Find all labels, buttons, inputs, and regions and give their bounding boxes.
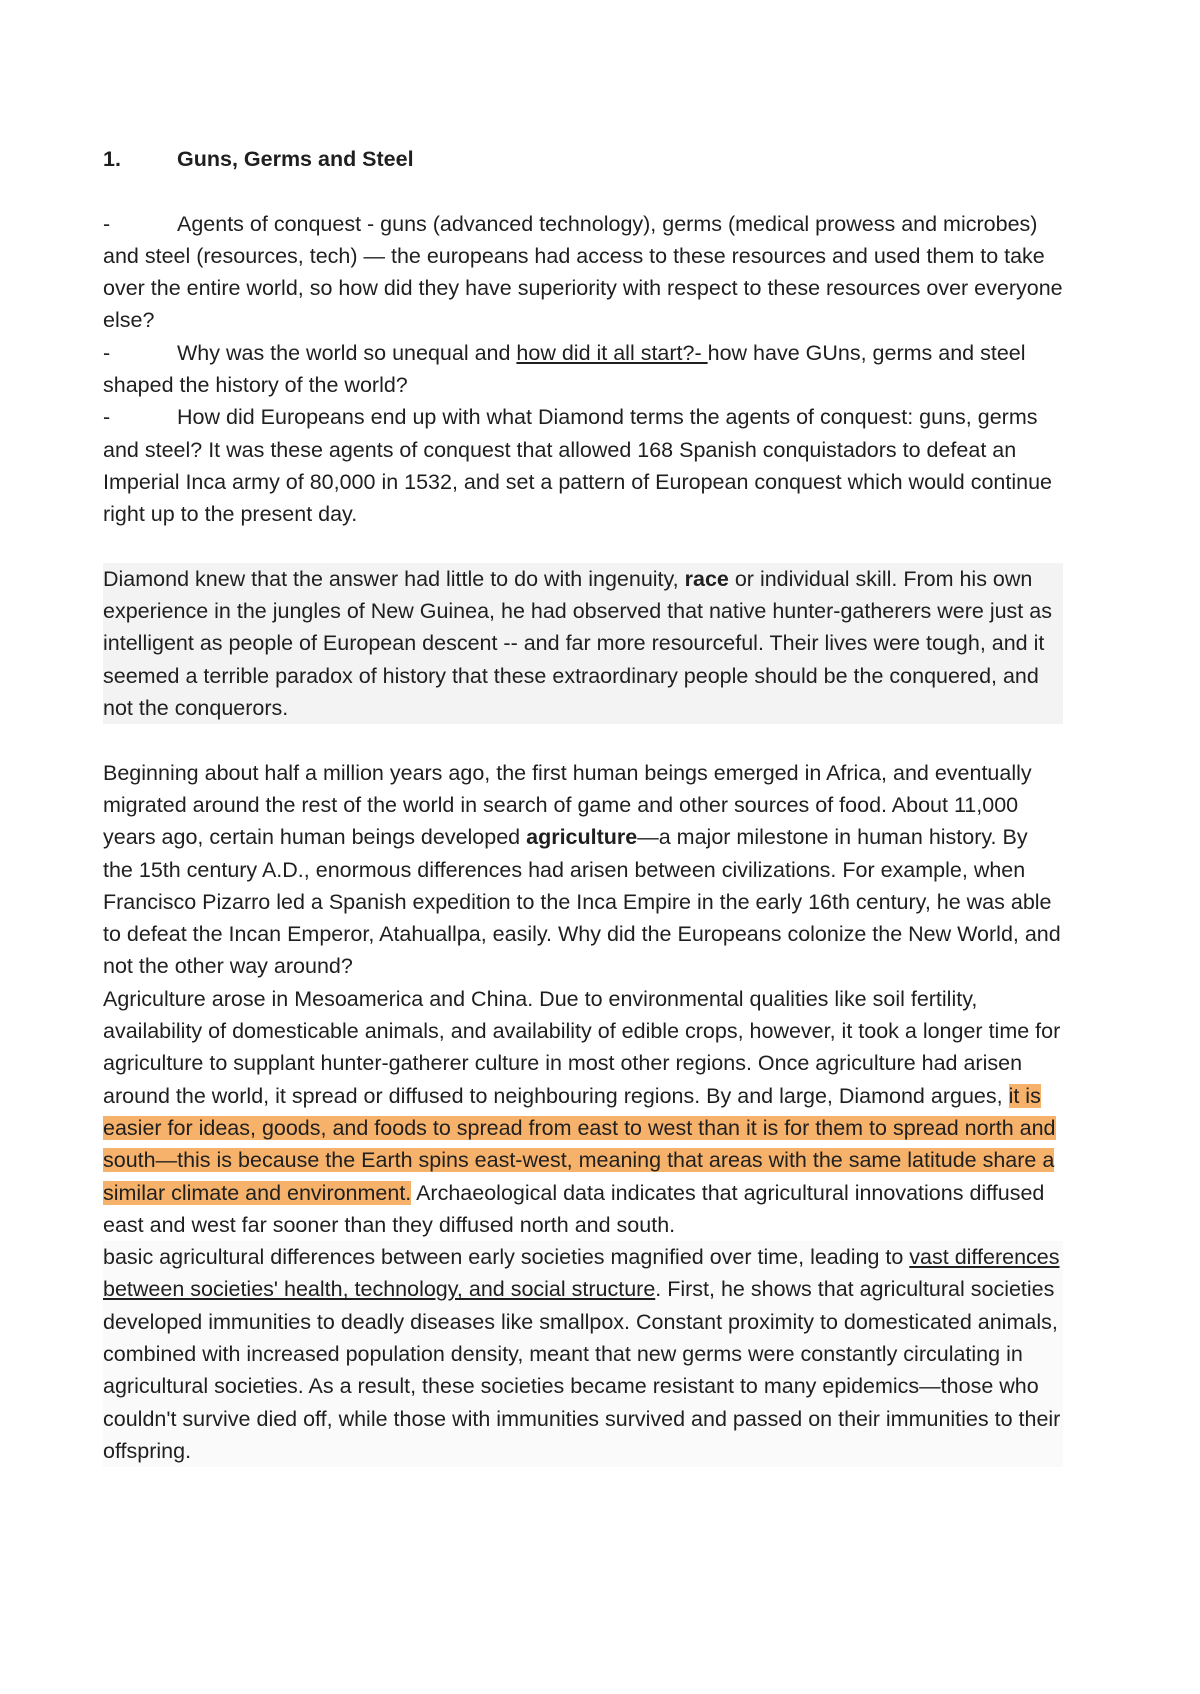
bullet-unequal [103, 337, 1063, 402]
blank-line [103, 531, 1063, 563]
bold-text: agriculture [526, 825, 638, 850]
paragraph-text: basic agricultural differences between early societies magnified over time, leading to [103, 1245, 910, 1270]
bullet-text: Why was the world so unequal and [177, 340, 517, 365]
paragraph-diamond [103, 563, 1063, 724]
bullet-agents [103, 208, 1063, 337]
bullet-text: Agents of conquest - guns (advanced technology), germs (medical prowess and microbes) and steel (resources, tech) — the europeans had access to these resources and used them to take over the entire world, so how did they have superiority with respect to these resources over everyone else? [103, 211, 1063, 333]
underlined-text: how did it all start?- [516, 340, 708, 365]
section-title: Guns, Germs and Steel [177, 147, 414, 171]
paragraph-agriculture [103, 983, 1063, 1241]
paragraph-text: . First, he shows that agricultural societies developed immunities to deadly diseases like smallpox. Constant proximity to domesticated animals, combined with increased population density, meant that new germs were constantly circulating in agricultural societies. As a result, these societies became resistant to many epidemics—those who couldn't survive died off, while those with immunities survived and passed on their immunities to their offspring. [103, 1277, 1061, 1463]
blank-line [103, 175, 1063, 207]
bullet-dash: - [103, 211, 111, 236]
paragraph-basic [103, 1241, 1063, 1467]
section-number: 1. [103, 147, 121, 171]
bullet-text: How did Europeans end up with what Diamond terms the agents of conquest: guns, germs and steel? It was these agents of conquest that allowed 168 Spanish conquistadors to defeat an Imperial Inca army of 80,000 in 1532, and set a pattern of European conquest which would continue right up to the present day. [103, 405, 1052, 527]
bullet-text: how have GUns, germs and steel shaped the history of the world? [103, 340, 1026, 398]
blank-line [103, 724, 1063, 756]
paragraph-text: Diamond knew that the answer had little to do with ingenuity, [103, 566, 685, 591]
section-heading [103, 143, 1063, 175]
paragraph-beginning [103, 757, 1063, 983]
paragraph-text: Beginning about half a million years ago, the first human beings emerged in Africa, and eventually migrated around the rest of the world in search of game and other sources of food. About 11,000 years ago, certain human beings developed [103, 760, 1032, 850]
bullet-dash: - [103, 405, 111, 430]
bold-text: race [684, 566, 729, 591]
document-body [103, 143, 1063, 1467]
paragraph-text: Archaeological data indicates that agricultural innovations diffused east and west far sooner than they diffused north and south. [103, 1180, 1045, 1237]
highlighted-text: it is easier for ideas, goods, and foods to spread from east to west than it is for them to spread north and south—this is because the Earth spins east-west, meaning that areas with the same latitude share a similar climate and environment. [103, 1083, 1056, 1205]
bullet-dash: - [103, 340, 111, 365]
bullet-europeans [103, 401, 1063, 530]
paragraph-text: —a major milestone in human history. By the 15th century A.D., enormous differences had arisen between civilizations. For example, when Francisco Pizarro led a Spanish expedition to the Inca Empire in the early 16th century, he was able to defeat the Incan Emperor, Atahuallpa, easily. Why did the Europeans colonize the New World, and not the other way around? [103, 825, 1061, 979]
underlined-text: vast differences between societies' health, technology, and social structure [103, 1245, 1060, 1302]
paragraph-text: or individual skill. From his own experience in the jungles of New Guinea, he had observed that native hunter-gatherers were just as intelligent as people of European descent -- and far more resourceful. Their lives were tough, and it seemed a terrible paradox of history that these extraordinary people should be the conquered, and not the conquerors. [103, 566, 1052, 721]
paragraph-text: Agriculture arose in Mesoamerica and China. Due to environmental qualities like soil fertility, availability of domesticable animals, and availability of edible crops, however, it took a longer time for agriculture to supplant hunter-gatherer culture in most other regions. Once agriculture had arisen around the world, it spread or diffused to neighbouring regions. By and large, Diamond argues, [103, 986, 1061, 1108]
